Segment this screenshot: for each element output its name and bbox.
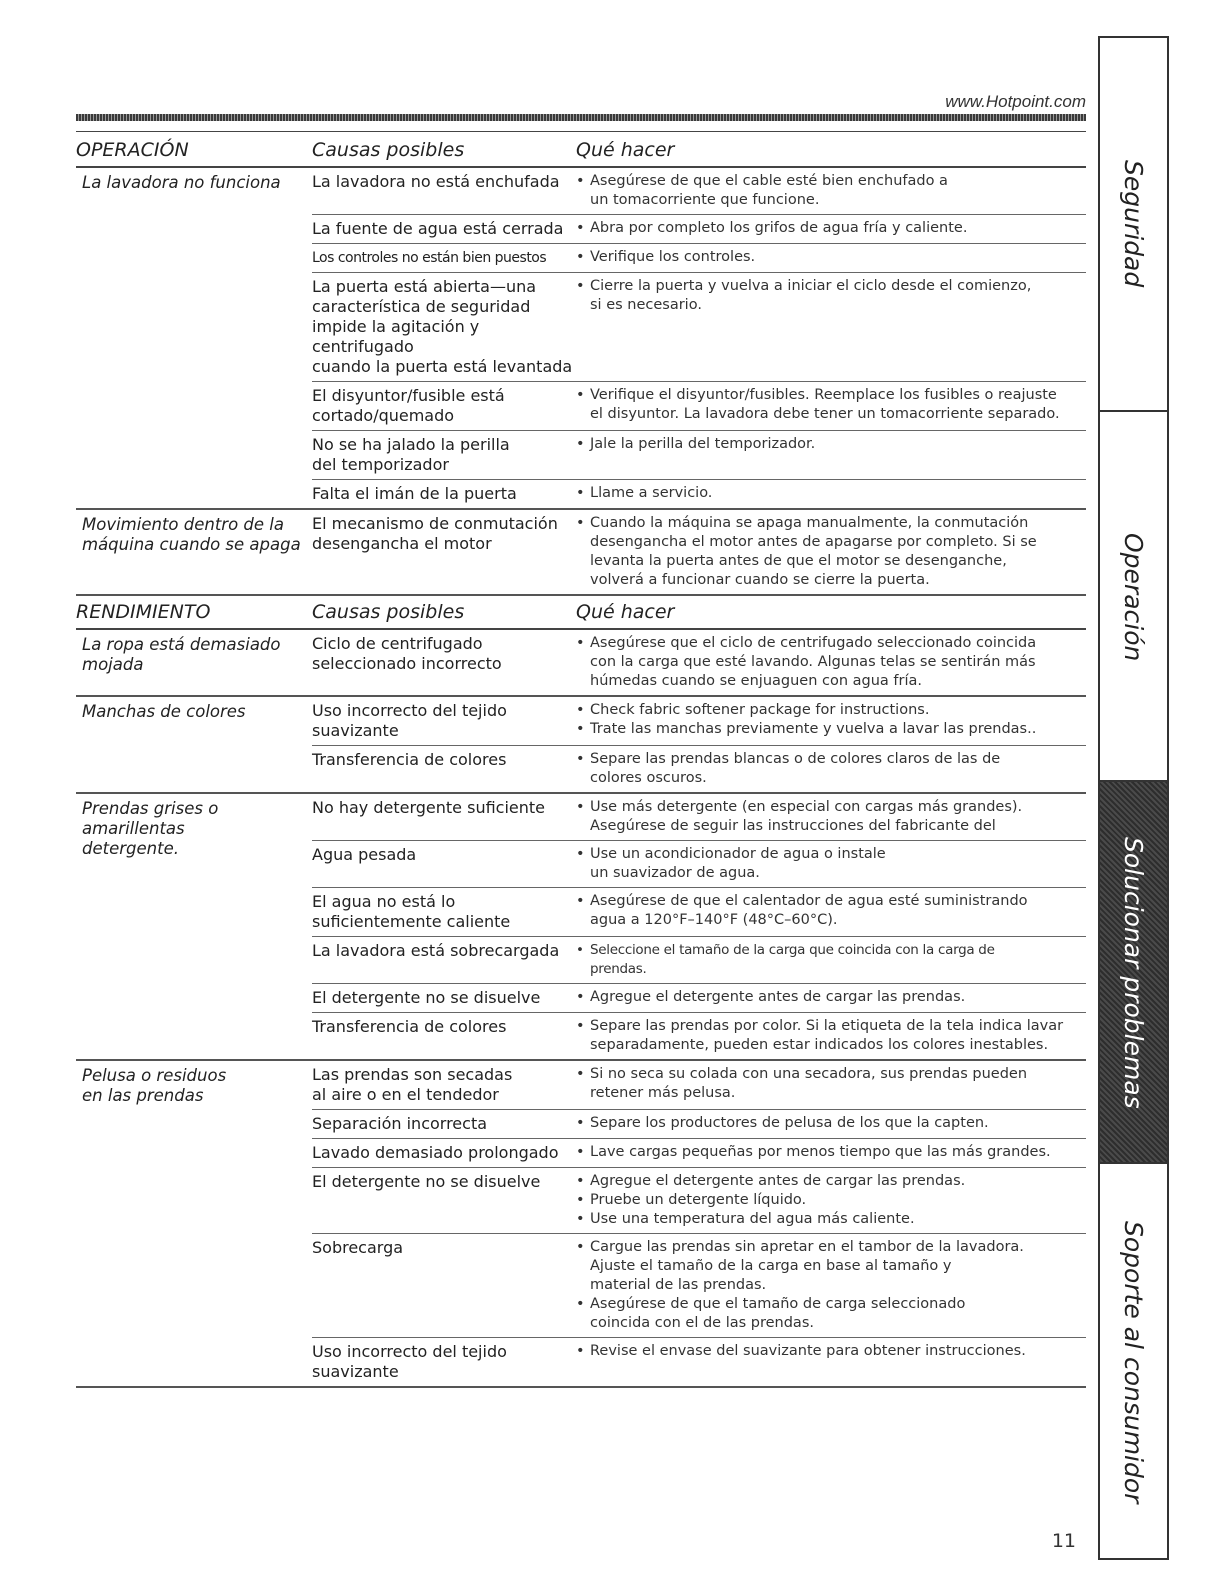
table-row — [312, 697, 1086, 746]
fix-item: • Trate las manchas previamente y vuelva a lavar las prendas.. — [576, 720, 1086, 739]
fix-list — [576, 634, 1086, 691]
fix-item: • Use una temperatura del agua más caliente. — [576, 1210, 1086, 1229]
fix-item: • Asegúrese que el ciclo de centrifugado seleccionado coincida con la carga que esté lavando. Algunas telas se sentirán más húmedas cuando se enjuaguen con agua fría. — [576, 634, 1086, 691]
section-header — [76, 596, 1086, 630]
cause-text: La lavadora está sobrecargada — [312, 941, 560, 960]
fix-item: • Asegúrese de que el cable esté bien enchufado a un tomacorriente que funcione. — [576, 172, 1086, 210]
table-row — [312, 746, 1086, 792]
problem-group — [76, 697, 1086, 794]
cause-text: Separación incorrecta — [312, 1114, 488, 1133]
cause-text: El mecanismo de conmutación desengancha el motor — [312, 514, 558, 553]
table-row — [312, 937, 1086, 984]
fix-list — [576, 1172, 1086, 1229]
fix-item: • Use más detergente (en especial con cargas más grandes). Asegúrese de seguir las instrucciones del fabricante del — [576, 798, 1086, 836]
fix-item: • Asegúrese de que el calentador de agua esté suministrando agua a 120°F–140°F (48°C–60°C). — [576, 892, 1086, 930]
fix-item: • Separe los productores de pelusa de los que la capten. — [576, 1114, 1086, 1133]
cause-text: La puerta está abierta—una característica de seguridad impide la agitación y centrifugado cuando la puerta está levantada — [312, 277, 573, 376]
action-column-header: Qué hacer — [576, 601, 675, 623]
cause-text: Ciclo de centrifugado seleccionado incorrecto — [312, 634, 502, 673]
cause-text: Falta el imán de la puerta — [312, 484, 517, 503]
fix-list — [576, 1114, 1086, 1134]
fix-item: • Cierre la puerta y vuelva a iniciar el ciclo desde el comienzo, si es necesario. — [576, 277, 1086, 315]
fix-list — [576, 248, 1086, 268]
problem-label: Prendas grises o amarillentas detergente. — [82, 799, 219, 858]
cause-text: Transferencia de colores — [312, 1017, 507, 1036]
header-rule — [76, 114, 1086, 121]
fix-list — [576, 484, 1086, 504]
problem-label: La ropa está demasiado mojada — [82, 635, 281, 674]
fix-item: • Llame a servicio. — [576, 484, 1086, 503]
fix-item: • Lave cargas pequeñas por menos tiempo que las más grandes. — [576, 1143, 1086, 1162]
fix-list — [576, 1017, 1086, 1055]
cause-text: Sobrecarga — [312, 1238, 404, 1257]
fix-list — [576, 1342, 1086, 1382]
fix-item: • Verifique el disyuntor/fusibles. Reemplace los fusibles o reajuste el disyuntor. La lavadora debe tener un tomacorriente separado. — [576, 386, 1086, 424]
table-row — [312, 1338, 1086, 1386]
fix-item: • Use un acondicionador de agua o instale un suavizador de agua. — [576, 845, 1086, 883]
cause-text: Agua pesada — [312, 845, 417, 864]
fix-list — [576, 845, 1086, 883]
fix-item: • Abra por completo los grifos de agua fría y caliente. — [576, 219, 1086, 238]
cause-text: El disyuntor/fusible está cortado/quemado — [312, 386, 505, 425]
cause-text: Las prendas son secadas al aire o en el tendedor — [312, 1065, 513, 1104]
fix-list — [576, 941, 1086, 979]
problem-group — [76, 168, 1086, 510]
table-row — [312, 273, 1086, 382]
cause-text: No hay detergente suficiente — [312, 798, 545, 817]
fix-item: • Agregue el detergente antes de cargar las prendas. — [576, 988, 1086, 1007]
problem-group — [76, 1061, 1086, 1388]
fix-item: • Agregue el detergente antes de cargar las prendas. — [576, 1172, 1086, 1191]
table-row — [312, 480, 1086, 508]
fix-list — [576, 386, 1086, 426]
tab-label: Soporte al consumidor — [1119, 1220, 1148, 1504]
fix-list — [576, 892, 1086, 932]
cause-text: Uso incorrecto del tejido suavizante — [312, 701, 507, 740]
fix-item: • Separe las prendas por color. Si la etiqueta de la tela indica lavar separadamente, pueden estar indicados los colores inestables. — [576, 1017, 1086, 1055]
table-row — [312, 794, 1086, 841]
problem-group — [76, 510, 1086, 596]
cause-rows — [312, 1061, 1086, 1386]
fix-item: • Pruebe un detergente líquido. — [576, 1191, 1086, 1210]
table-row — [312, 984, 1086, 1013]
fix-item: • Cargue las prendas sin apretar en el tambor de la lavadora. Ajuste el tamaño de la carga en base al tamaño y material de las prendas. — [576, 1238, 1086, 1295]
cause-text: La lavadora no está enchufada — [312, 172, 560, 191]
fix-list — [576, 750, 1086, 788]
section-tabs — [1098, 36, 1169, 1560]
fix-item: • Jale la perilla del temporizador. — [576, 435, 1086, 454]
fix-list — [576, 1238, 1086, 1333]
fix-item: • Cuando la máquina se apaga manualmente, la conmutación desengancha el motor antes de apagarse por completo. Si se levanta la puerta antes de que el motor se desenganche, volverá a funcionar cuando se cierre la puerta. — [576, 514, 1086, 590]
fix-item: • Check fabric softener package for instructions. — [576, 701, 1086, 720]
table-row — [312, 382, 1086, 431]
tab-solucionar-problemas[interactable] — [1100, 780, 1167, 1164]
fix-item: • Asegúrese de que el tamaño de carga seleccionado coincida con el de las prendas. — [576, 1295, 1086, 1333]
tab-label: Seguridad — [1119, 160, 1148, 288]
cause-rows — [312, 697, 1086, 792]
cause-rows — [312, 630, 1086, 695]
cause-text: La fuente de agua está cerrada — [312, 219, 564, 238]
fix-list — [576, 701, 1086, 741]
cause-text: Lavado demasiado prolongado — [312, 1143, 559, 1162]
tab-label: Solucionar problemas — [1119, 837, 1148, 1109]
table-row — [312, 1013, 1086, 1059]
cause-text: Uso incorrecto del tejido suavizante — [312, 1342, 507, 1381]
fix-list — [576, 798, 1086, 836]
table-row — [312, 1110, 1086, 1139]
fix-item: • Si no seca su colada con una secadora, sus prendas pueden retener más pelusa. — [576, 1065, 1086, 1103]
cause-rows — [312, 168, 1086, 508]
tab-soporte-al-consumidor[interactable] — [1100, 1162, 1167, 1560]
problem-label: La lavadora no funciona — [82, 173, 281, 192]
fix-list — [576, 219, 1086, 239]
problem-group — [76, 794, 1086, 1061]
fix-list — [576, 172, 1086, 210]
causes-column-header: Causas posibles — [312, 601, 465, 623]
table-row — [312, 1061, 1086, 1110]
cause-text: El agua no está lo suficientemente caliente — [312, 892, 511, 931]
section-title: RENDIMIENTO — [76, 601, 211, 623]
action-column-header: Qué hacer — [576, 139, 675, 161]
table-row — [312, 888, 1086, 937]
cause-text: El detergente no se disuelve — [312, 988, 541, 1007]
fix-item: • Verifique los controles. — [576, 248, 1086, 267]
fix-list — [576, 435, 1086, 475]
fix-item: • Seleccione el tamaño de la carga que coincida con la carga de prendas. — [576, 941, 1086, 979]
fix-list — [576, 277, 1086, 377]
tab-seguridad[interactable] — [1100, 38, 1167, 410]
tab-operacion[interactable] — [1100, 410, 1167, 782]
cause-rows — [312, 510, 1086, 594]
fix-item: • Separe las prendas blancas o de colores claros de las de colores oscuros. — [576, 750, 1086, 788]
problem-label: Pelusa o residuos en las prendas — [82, 1066, 227, 1105]
table-row — [312, 1139, 1086, 1168]
fix-list — [576, 514, 1086, 590]
problem-label: Manchas de colores — [82, 702, 246, 721]
problem-group — [76, 630, 1086, 697]
fix-list — [576, 1143, 1086, 1163]
cause-rows — [312, 794, 1086, 1059]
page-number: 11 — [1051, 1530, 1076, 1552]
cause-text: El detergente no se disuelve — [312, 1172, 541, 1191]
table-row — [312, 841, 1086, 888]
table-row — [312, 1168, 1086, 1234]
cause-text: No se ha jalado la perilla del temporizador — [312, 435, 510, 474]
fix-item: • Revise el envase del suavizante para obtener instrucciones. — [576, 1342, 1086, 1361]
table-row — [312, 168, 1086, 215]
troubleshooting-table — [76, 134, 1086, 1388]
fix-list — [576, 988, 1086, 1008]
website-url: www.Hotpoint.com — [945, 92, 1086, 111]
header-thin-rule — [76, 131, 1086, 132]
causes-column-header: Causas posibles — [312, 139, 465, 161]
table-row — [312, 510, 1086, 594]
table-row — [312, 630, 1086, 695]
table-row — [312, 215, 1086, 244]
problem-label: Movimiento dentro de la máquina cuando se apaga — [82, 515, 301, 554]
fix-list — [576, 1065, 1086, 1105]
table-row — [312, 1234, 1086, 1338]
table-row — [312, 431, 1086, 480]
tab-label: Operación — [1119, 532, 1148, 662]
table-row — [312, 244, 1086, 273]
cause-text: Transferencia de colores — [312, 750, 507, 769]
cause-text: Los controles no están bien puestos — [312, 250, 547, 266]
section-title: OPERACIÓN — [76, 139, 189, 161]
section-header — [76, 134, 1086, 168]
